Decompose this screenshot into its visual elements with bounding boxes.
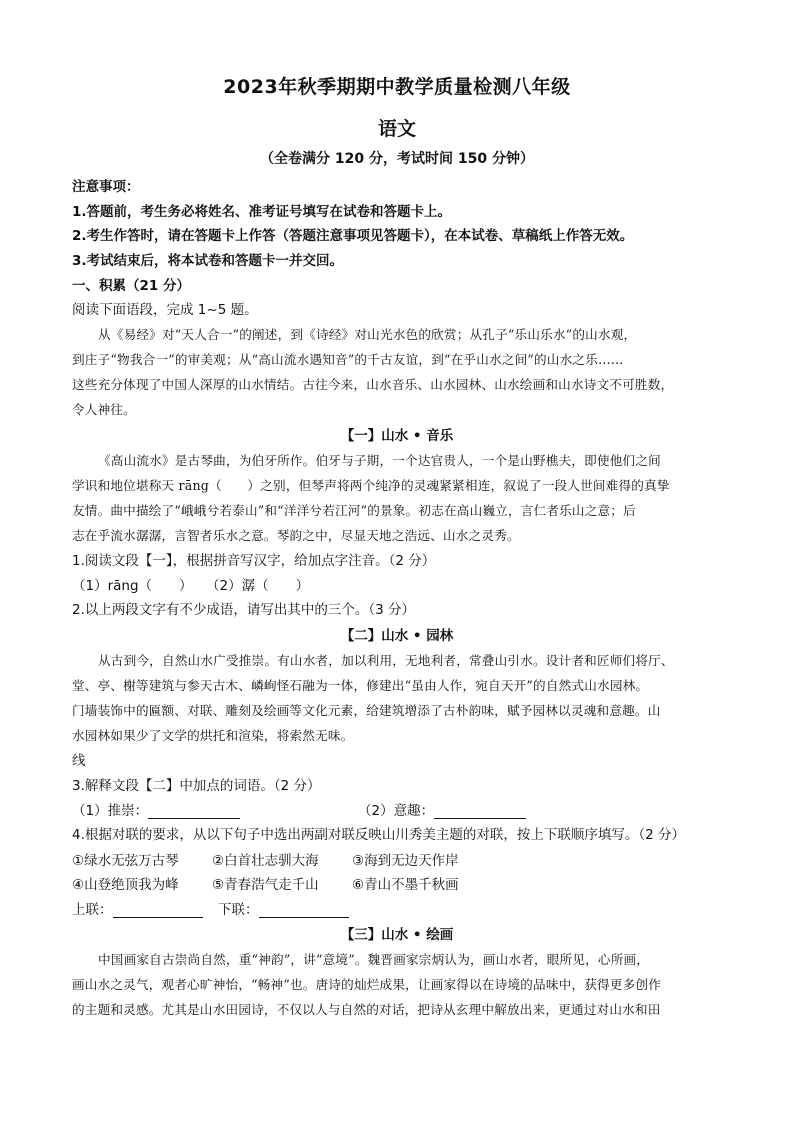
question-1: 1.阅读文段【一】，根据拼音写汉字，给加点字注音。（2 分）: [72, 553, 436, 569]
lower-couplet-label: 下联：: [218, 902, 259, 918]
part1-line-3: 友情。曲中描绘了“峨峨兮若泰山”和“洋洋兮若江河”的景象。初志在高山巍立，言仁者乐山之意；后: [72, 503, 636, 518]
section-instruction: 阅读下面语段，完成 1~5 题。: [72, 302, 258, 318]
score-note: （全卷满分 120 分，考试时间 150 分钟）: [260, 151, 534, 167]
part2-line-4: 水园林如果少了文学的烘托和渲染，将索然无味。: [72, 728, 354, 743]
question-4: 4.根据对联的要求，从以下句子中选出两副对联反映山川秀美主题的对联，按上下联顺序填写。（2 分）: [72, 827, 686, 843]
answer-blank-a[interactable]: [148, 804, 240, 819]
upper-couplet-label: 上联：: [72, 902, 113, 918]
question-3-item-a: [72, 799, 240, 819]
intro-line-4: 令人神往。: [72, 402, 136, 417]
part1-line-1: 《高山流水》是古琴曲，为伯牙所作。伯牙与子期，一个达官贵人，一个是山野樵夫，即使他们之间: [98, 453, 661, 468]
intro-line-2: 到庄子“物我合一”的审美观；从“高山流水遇知音”的千古友谊，到“在乎山水之间”的山水之乐……: [72, 352, 624, 367]
question-3-label-b: （2）意趣：: [358, 803, 435, 819]
part3-line-3: 的主题和灵感。尤其是山水田园诗，不仅以人与自然的对话，把诗从玄理中解放出来，更通过对山水和田: [72, 1002, 661, 1017]
note-item-3: 3.考试结束后，将本试卷和答题卡一并交回。: [72, 253, 344, 269]
question-1-items: （1）rāng（ ） （2）潺（ ）: [72, 578, 310, 594]
part1-heading: 【一】山水 • 音乐: [340, 428, 454, 444]
question-3-item-b: [358, 799, 526, 819]
part1-line-4: 志在乎流水潺潺，言智者乐水之意。琴韵之中，尽显天地之浩远、山水之灵秀。: [72, 528, 520, 543]
stray-mark: 线: [72, 753, 86, 769]
option-3: ③海到无边天作岸: [352, 853, 459, 869]
part1-line-2: 学识和地位堪称天 rāng（ ）之别，但琴声将两个纯净的灵魂紧紧相连，叙说了一段人世间难得的真挚: [72, 478, 670, 493]
question-3-label-a: （1）推崇：: [72, 803, 149, 819]
option-6: ⑥青山不墨千秋画: [352, 877, 459, 893]
note-item-1: 1.答题前，考生务必将姓名、准考证号填写在试卷和答题卡上。: [72, 204, 452, 220]
option-5: ⑤青春浩气走千山: [212, 877, 319, 893]
question-2: 2.以上两段文字有不少成语，请写出其中的三个。（3 分）: [72, 602, 416, 618]
part3-line-2: 画山水之灵气，观者心旷神怡，“畅神”也。唐诗的灿烂成果，让画家得以在诗境的品味中，获得更多创作: [72, 977, 661, 992]
lower-couplet-blank[interactable]: [259, 903, 349, 918]
notes-label: 注意事项：: [72, 179, 140, 195]
part2-line-3: 门墙装饰中的匾额、对联、雕刻及绘画等文化元素，给建筑增添了古朴韵味，赋予园林以灵魂和意趣。山: [72, 703, 661, 718]
lower-couplet: [218, 898, 349, 918]
exam-title: 2023年秋季期期中教学质量检测八年级: [223, 76, 571, 98]
exam-subject: 语文: [377, 118, 416, 140]
intro-line-3: 这些充分体现了中国人深厚的山水情结。古往今来，山水音乐、山水园林、山水绘画和山水诗文不可胜数，: [72, 377, 674, 392]
part2-heading: 【二】山水 • 园林: [340, 628, 454, 644]
question-3: 3.解释文段【二】中加点的词语。（2 分）: [72, 778, 321, 794]
upper-couplet-blank[interactable]: [113, 903, 203, 918]
answer-blank-b[interactable]: [434, 804, 526, 819]
section-title: 一、积累（21 分）: [72, 278, 190, 294]
option-1: ①绿水无弦万古琴: [72, 853, 179, 869]
upper-couplet: [72, 898, 203, 918]
part2-line-1: 从古到今，自然山水广受推崇。有山水者，加以利用，无地利者，常叠山引水。设计者和匠师们将厅、: [98, 653, 674, 668]
option-2: ②白首壮志驯大海: [212, 853, 319, 869]
part3-heading: 【三】山水 • 绘画: [340, 927, 454, 943]
option-4: ④山登绝顶我为峰: [72, 877, 179, 893]
part2-line-2: 堂、亭、榭等建筑与参天古木、嶙峋怪石融为一体，修建出“虽由人作，宛自天开”的自然式山水园林。: [72, 678, 649, 693]
part3-line-1: 中国画家自古崇尚自然，重“神韵”，讲“意境”。魏晋画家宗炳认为，画山水者，眼所见，心所画，: [98, 952, 650, 967]
intro-line-1: 从《易经》对“天人合一”的阐述，到《诗经》对山光水色的欣赏；从孔子“乐山乐水”的山水观，: [98, 327, 637, 342]
note-item-2: 2.考生作答时，请在答题卡上作答（答题注意事项见答题卡），在本试卷、草稿纸上作答无效。: [72, 228, 634, 244]
